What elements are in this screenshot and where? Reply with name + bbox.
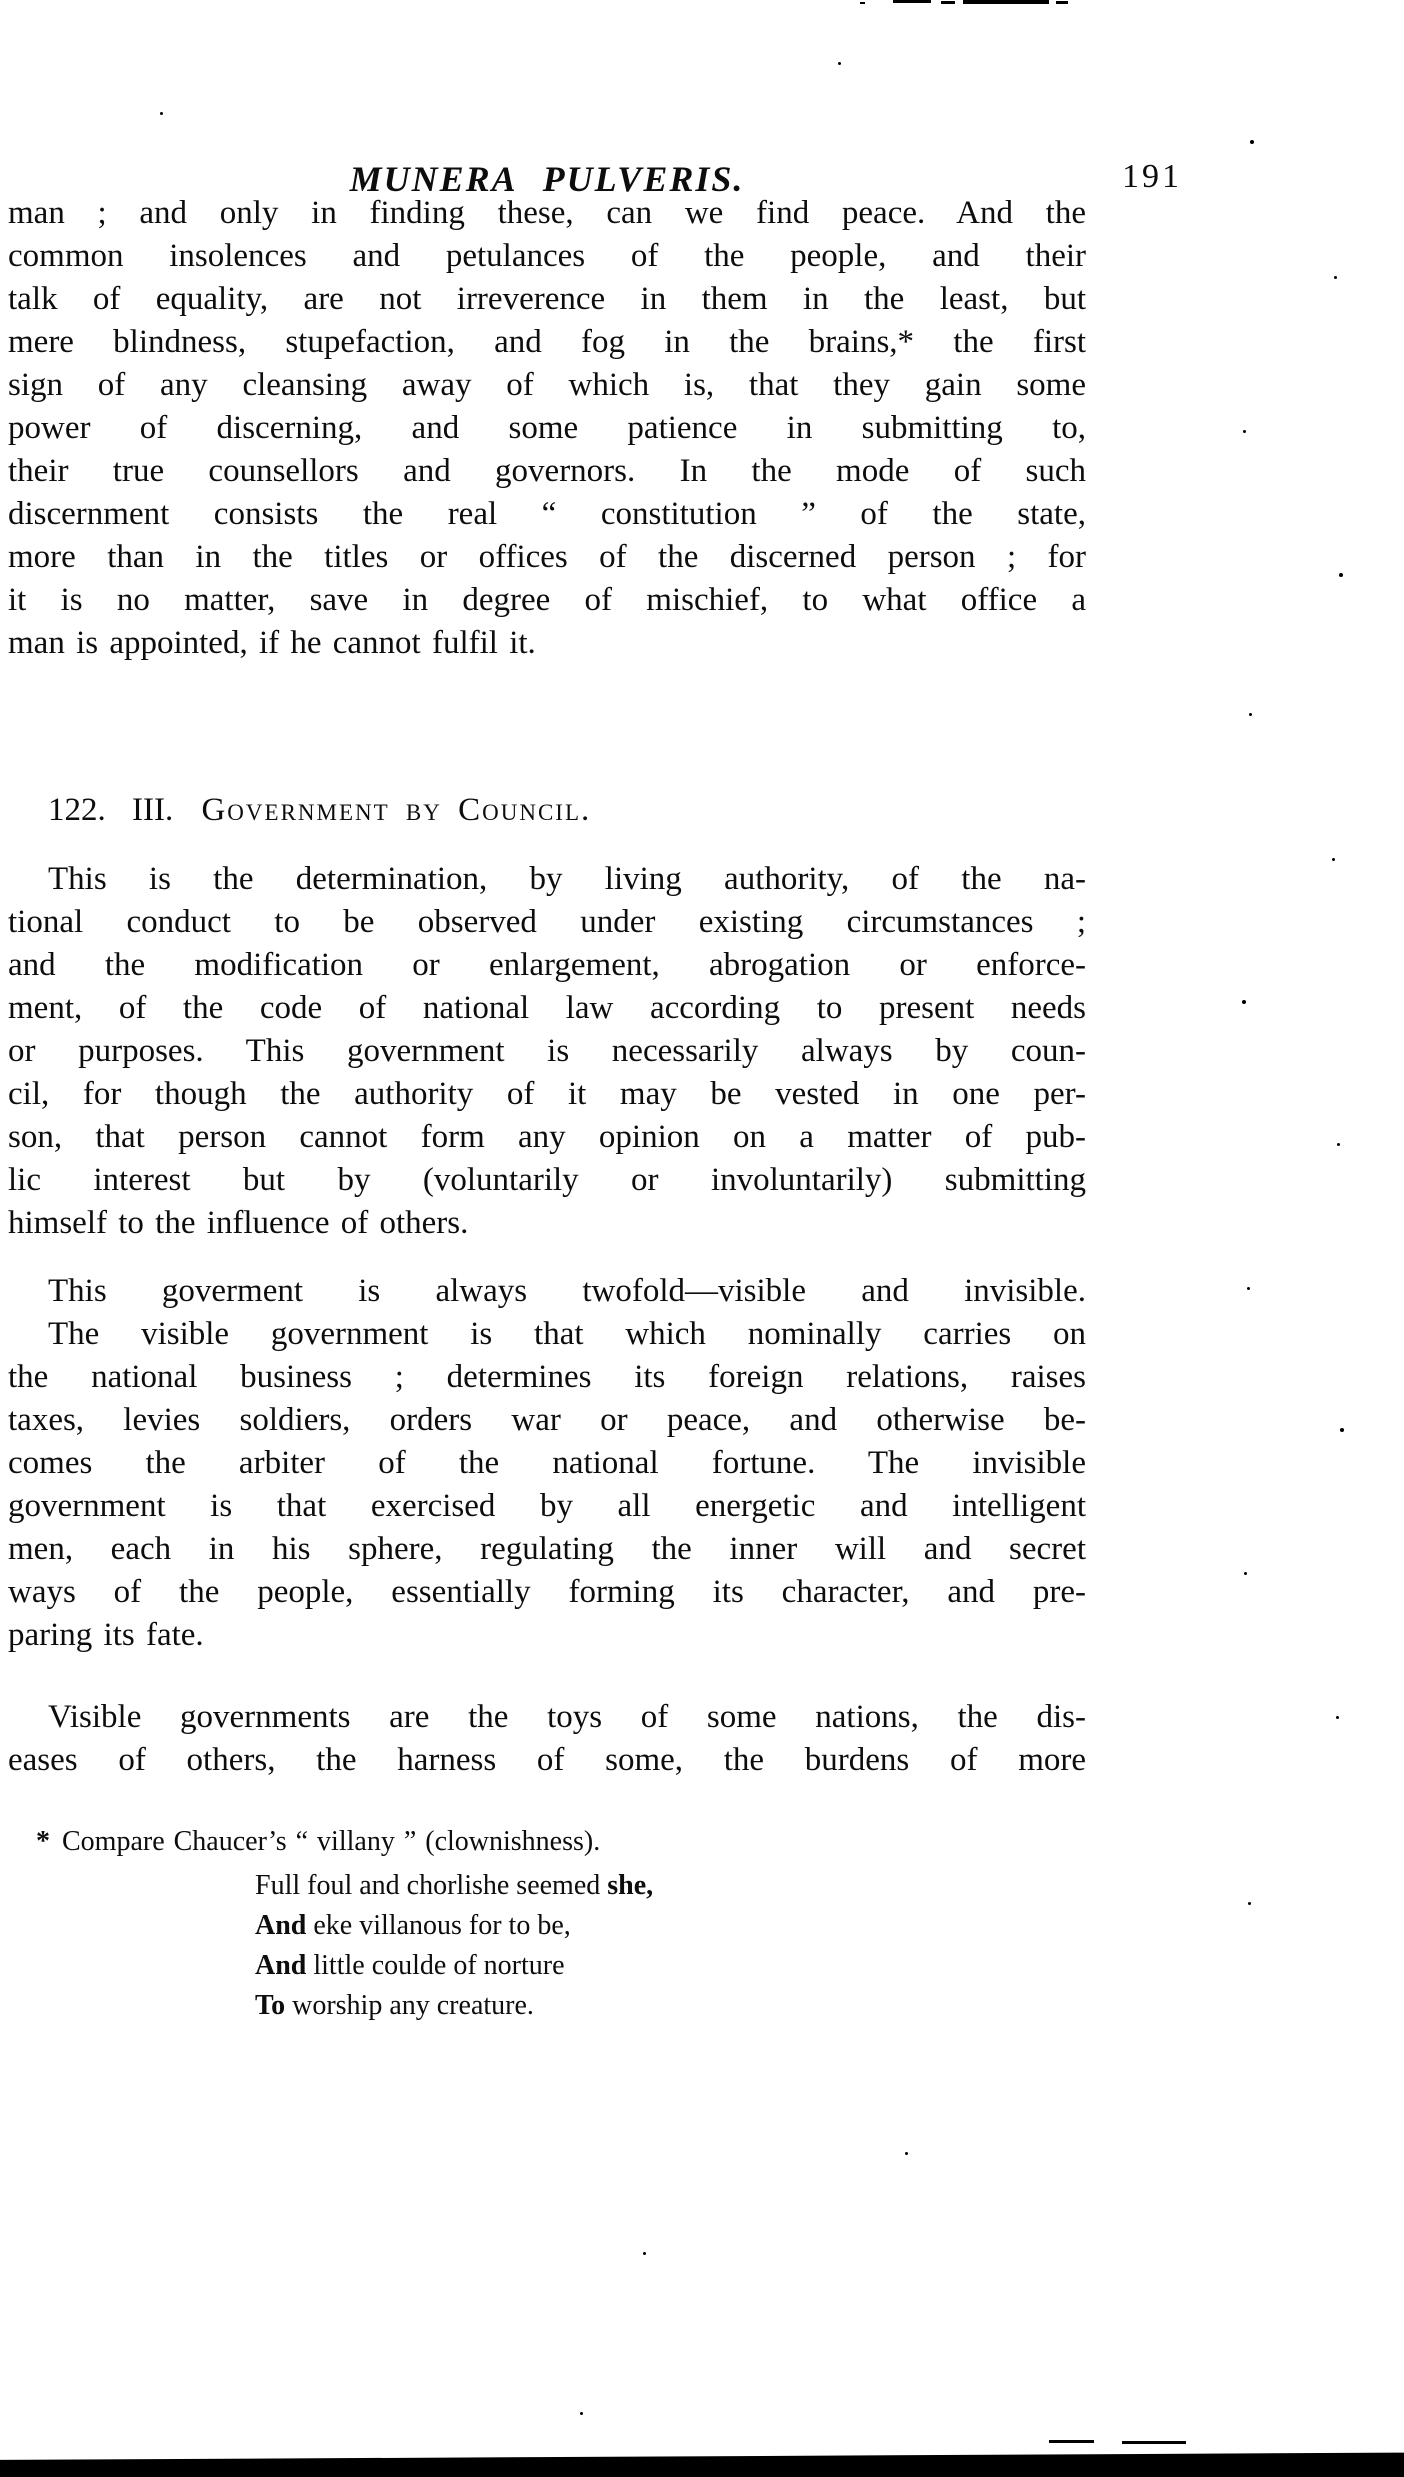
text-line: discernment consists the real “ constitution ” of the state, <box>8 496 1086 532</box>
text-line: sign of any cleansing away of which is, that they gain some <box>8 367 1086 403</box>
ink-speck <box>1340 1428 1344 1432</box>
verse-text-bold: she, <box>607 1870 654 1901</box>
paragraph <box>8 858 1086 1245</box>
text-line: ment, of the code of national law according to present needs <box>8 990 1086 1026</box>
text-line: Visible governments are the toys of some nations, the dis- <box>48 1699 1086 1735</box>
verse-text-bold: And <box>255 1910 307 1941</box>
ink-speck <box>643 2252 646 2255</box>
section-number: 122. <box>48 792 106 828</box>
scan-edge-dash <box>893 0 931 3</box>
text-line: talk of equality, are not irreverence in them in the least, but <box>8 281 1086 317</box>
footnote-asterisk: * <box>36 1826 50 1857</box>
scan-edge-dash <box>860 2 865 4</box>
ink-speck <box>580 2412 583 2415</box>
text-line: ways of the people, essentially forming its character, and pre- <box>8 1574 1086 1610</box>
text-line: man is appointed, if he cannot fulfil it. <box>8 625 536 661</box>
text-line: men, each in his sphere, regulating the inner will and secret <box>8 1531 1086 1567</box>
verse-line <box>255 1986 653 2026</box>
verse-text: eke villanous for to be, <box>306 1910 571 1941</box>
text-line: eases of others, the harness of some, the burdens of more <box>8 1742 1086 1778</box>
text-line: and the modification or enlargement, abrogation or enforce- <box>8 947 1086 983</box>
ink-speck <box>1248 1902 1251 1905</box>
text-line: or purposes. This government is necessarily always by coun- <box>8 1033 1086 1069</box>
text-line: himself to the influence of others. <box>8 1205 469 1241</box>
ink-speck <box>1249 713 1252 716</box>
verse-line <box>255 1866 653 1906</box>
section-numeral: III. <box>132 792 174 828</box>
text-line: the national business ; determines its foreign relations, raises <box>8 1359 1086 1395</box>
verse-text: little coulde of norture <box>306 1950 565 1981</box>
footnote-text: Compare Chaucer’s “ villany ” (clownishness). <box>62 1826 601 1857</box>
verse-line <box>255 1946 653 1986</box>
verse-text-bold: And <box>255 1950 307 1981</box>
ink-speck <box>1332 858 1335 861</box>
paragraph <box>8 192 1086 665</box>
text-line: it is no matter, save in degree of mischief, to what office a <box>8 582 1086 618</box>
verse-line <box>255 1906 653 1946</box>
verse-text: Full foul and chorlishe seemed <box>255 1870 608 1901</box>
scan-edge-dash <box>1056 1 1068 4</box>
running-header: MUNERA PULVERIS. <box>349 159 745 199</box>
paragraph <box>8 1696 1086 1782</box>
text-line: their true counsellors and governors. In the mode of such <box>8 453 1086 489</box>
scan-edge-dash <box>1049 2440 1094 2443</box>
text-line: lic interest but by (voluntarily or involuntarily) submitting <box>8 1162 1086 1198</box>
section-title: Government by Council. <box>201 792 592 828</box>
ink-speck <box>1244 1572 1247 1575</box>
text-line: government is that exercised by all energetic and intelligent <box>8 1488 1086 1524</box>
paragraph <box>8 1270 1086 1313</box>
scan-edge-dash <box>1122 2441 1186 2444</box>
ink-speck <box>1243 430 1246 433</box>
text-line: comes the arbiter of the national fortune. The invisible <box>8 1445 1086 1481</box>
text-line: mere blindness, stupefaction, and fog in the brains,* the first <box>8 324 1086 360</box>
scan-edge-dash <box>963 0 1049 4</box>
ink-speck <box>1247 1287 1250 1290</box>
scan-edge-bar <box>0 2452 1404 2477</box>
text-line: cil, for though the authority of it may be vested in one per- <box>8 1076 1086 1112</box>
ink-speck <box>1339 573 1343 577</box>
section-heading <box>48 792 591 829</box>
page-number: 191 <box>1122 158 1182 195</box>
paragraph <box>8 1313 1086 1657</box>
scan-edge-dash <box>941 1 955 4</box>
text-line: The visible government is that which nominally carries on <box>48 1316 1086 1352</box>
text-line: power of discerning, and some patience in submitting to, <box>8 410 1086 446</box>
ink-speck <box>1337 1143 1340 1146</box>
footnote <box>36 1826 600 1858</box>
text-line: taxes, levies soldiers, orders war or peace, and otherwise be- <box>8 1402 1086 1438</box>
ink-speck <box>838 62 841 65</box>
text-line: more than in the titles or offices of the discerned person ; for <box>8 539 1086 575</box>
ink-speck <box>1334 276 1337 279</box>
text-line: tional conduct to be observed under existing circumstances ; <box>8 904 1086 940</box>
text-line: paring its fate. <box>8 1617 204 1653</box>
ink-speck <box>1242 1000 1246 1004</box>
ink-speck <box>1336 1716 1339 1719</box>
text-line: This goverment is always twofold—visible and invisible. <box>48 1273 1086 1309</box>
footnote-verse <box>255 1866 653 2026</box>
verse-text-bold: To <box>255 1990 286 2021</box>
text-line: son, that person cannot form any opinion on a matter of pub- <box>8 1119 1086 1155</box>
verse-text: worship any creature. <box>285 1990 534 2021</box>
text-line: This is the determination, by living authority, of the na- <box>48 861 1086 897</box>
ink-speck <box>905 2152 908 2155</box>
ink-speck <box>160 112 163 115</box>
ink-speck <box>1250 140 1254 144</box>
text-line: common insolences and petulances of the people, and their <box>8 238 1086 274</box>
text-line: man ; and only in finding these, can we find peace. And the <box>8 195 1086 231</box>
